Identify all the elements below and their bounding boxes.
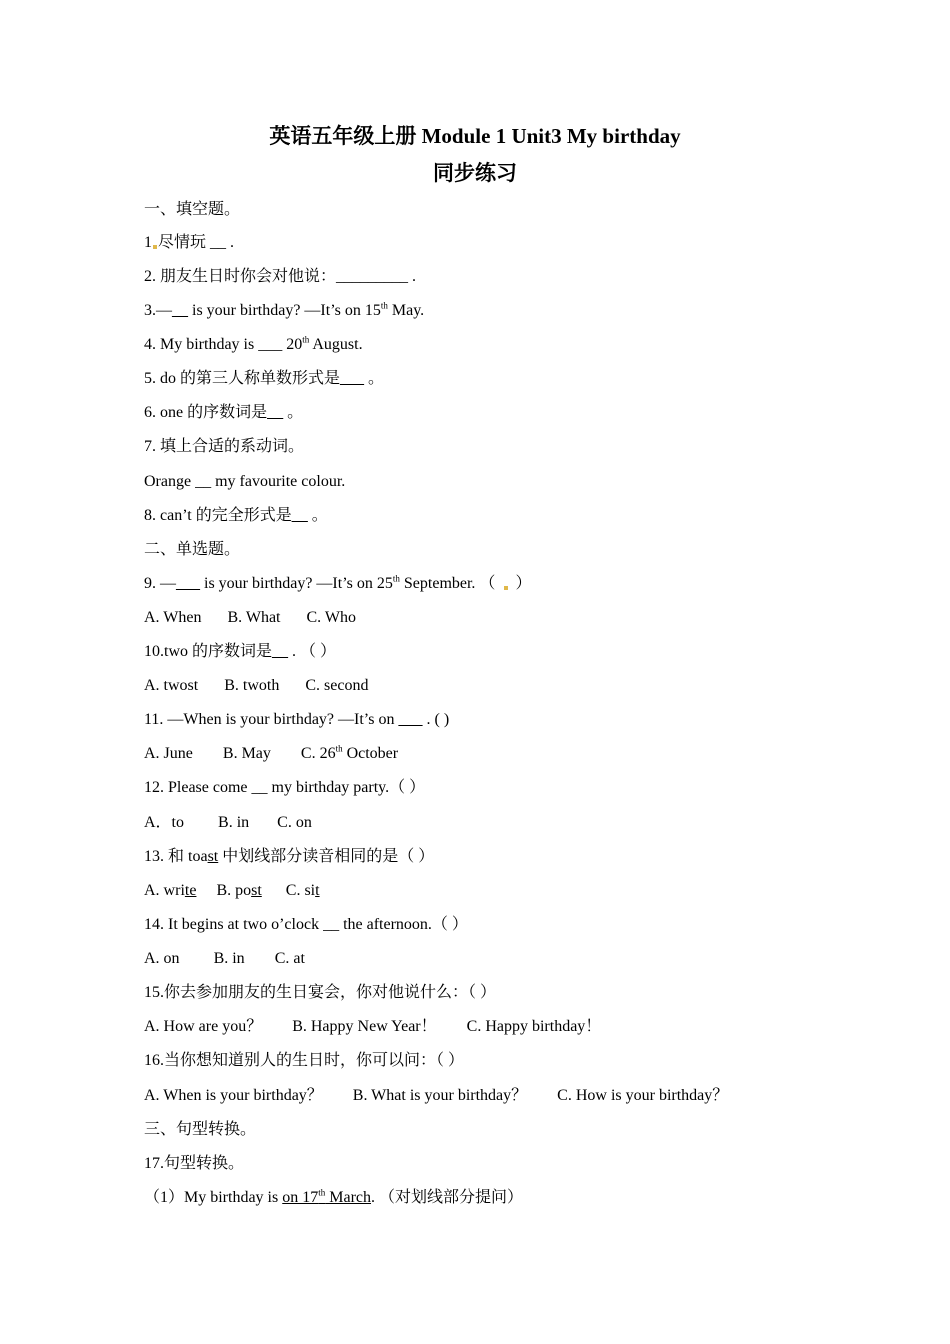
worksheet-title: 英语五年级上册 Module 1 Unit3 My birthday: [269, 124, 681, 148]
question-17: 17.句型转换。: [144, 1155, 245, 1172]
answer-blank: ___: [398, 711, 423, 728]
question-9-options: [144, 608, 356, 628]
question-number: 1: [144, 234, 152, 251]
answer-blank: __: [267, 404, 284, 421]
question-15-options: [144, 1017, 601, 1037]
answer-blank: ___: [340, 370, 365, 387]
question-11-options: [144, 744, 398, 764]
mark-dot-icon: [153, 245, 157, 249]
question-10: 10.two 的序数词是__ . （ ）: [144, 643, 337, 660]
option-a: A. write: [144, 882, 197, 899]
answer-blank: __: [172, 302, 188, 319]
question-7: 7. 填上合适的系动词。: [144, 438, 305, 455]
option-c: C. Happy birthday！: [466, 1018, 602, 1035]
mark-dot-icon: [504, 586, 508, 590]
section-heading-sentence-transform: 三、句型转换。: [144, 1121, 257, 1138]
question-14: 14. It begins at two o’clock __ the afternoon.（ ）: [144, 916, 468, 933]
worksheet-subtitle: 同步练习: [433, 161, 517, 185]
option-b: B. in: [218, 814, 250, 831]
answer-blank: __: [291, 507, 308, 524]
option-b: B. What is your birthday？: [352, 1087, 528, 1104]
option-a: A. When is your birthday？: [144, 1087, 323, 1104]
question-17-1: （1）My birthday is on 17th March. （对划线部分提问）: [144, 1187, 524, 1206]
question-11: 11. —When is your birthday? —It’s on ___ . ( ): [144, 711, 450, 728]
answer-blank: ___: [176, 575, 200, 592]
option-c: C. second: [305, 677, 369, 694]
option-a: A．to: [144, 814, 185, 831]
option-a: A. How are you？: [144, 1018, 263, 1035]
question-6: 6. one 的序数词是__ 。: [144, 404, 304, 421]
option-b: B. Happy New Year！: [292, 1018, 437, 1035]
option-c: C. How is your birthday？: [557, 1087, 729, 1104]
option-a: A. June: [144, 745, 193, 762]
option-a: A. When: [144, 609, 202, 626]
answer-blank: __: [272, 643, 289, 660]
option-c: C. 26th October: [300, 743, 399, 762]
option-b: B. What: [227, 609, 281, 626]
option-b: B. post: [216, 882, 262, 899]
question-1: [144, 233, 234, 253]
question-2: 2. 朋友生日时你会对他说：_________ .: [144, 268, 417, 285]
question-4: 4. My birthday is ___ 20th August.: [144, 334, 363, 353]
question-3: 3.—__ is your birthday? —It’s on 15th May.: [144, 300, 425, 319]
option-a: A. twost: [144, 677, 199, 694]
option-b: B. May: [222, 745, 271, 762]
option-c: C. sit: [285, 882, 320, 899]
question-text: 尽情玩 __ .: [158, 234, 235, 251]
option-c: C. on: [277, 814, 312, 831]
section-heading-fill-blank: 一、填空题。: [144, 201, 241, 218]
option-a: A. on: [144, 950, 180, 967]
question-10-options: [144, 676, 368, 696]
section-heading-single-choice: 二、单选题。: [144, 541, 241, 558]
question-15: 15.你去参加朋友的生日宴会，你对他说什么：（ ）: [144, 984, 497, 1001]
question-13: 13. 和 toast 中划线部分读音相同的是（ ）: [144, 848, 435, 865]
option-b: B. twoth: [224, 677, 280, 694]
question-14-options: [144, 949, 305, 969]
question-12: 12. Please come __ my birthday party.（ ）: [144, 779, 426, 796]
option-c: C. at: [274, 950, 305, 967]
question-13-options: [144, 881, 320, 901]
option-c: C. Who: [306, 609, 356, 626]
question-16: 16.当你想知道别人的生日时，你可以问：（ ）: [144, 1052, 465, 1069]
question-16-options: [144, 1086, 728, 1106]
question-5: 5. do 的第三人称单数形式是___ 。: [144, 370, 385, 387]
option-b: B. in: [213, 950, 245, 967]
question-8: 8. can’t 的完全形式是__ 。: [144, 507, 328, 524]
question-9: 9. —___ is your birthday? —It’s on 25th September. （ ）: [144, 573, 532, 592]
question-7-sentence: Orange __ my favourite colour.: [144, 473, 346, 490]
question-12-options: [144, 813, 312, 833]
